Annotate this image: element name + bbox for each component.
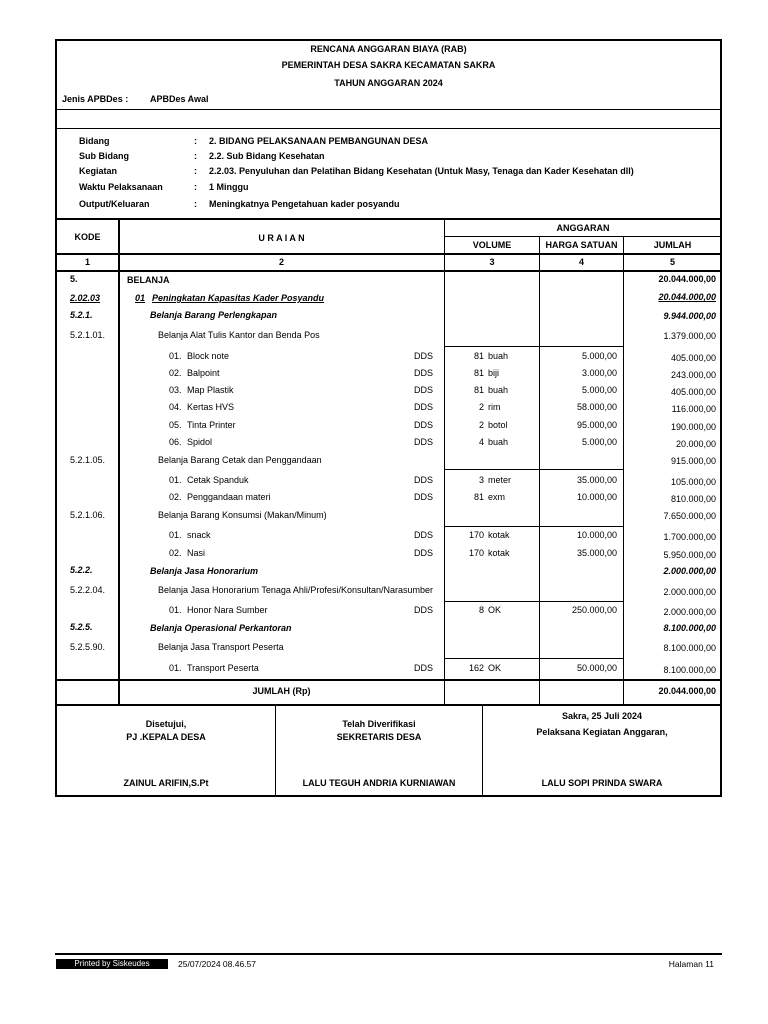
row-uraian: Belanja Barang Perlengkapan (150, 310, 278, 320)
item-no: 01. (169, 475, 182, 485)
page-number: Halaman 11 (668, 959, 714, 969)
header-num-4: 4 (578, 257, 584, 267)
row-jumlah: 7.650.000,00 (663, 511, 716, 521)
row-kode: 5.2.2.04. (70, 585, 106, 595)
item-satuan: buah (488, 437, 509, 447)
item-harga: 95.000,00 (576, 420, 617, 430)
row-uraian: Belanja Jasa Honorarium Tenaga Ahli/Profesi/Konsultan/Narasumber (158, 585, 433, 595)
item-source: DDS (414, 351, 434, 361)
header-num-2: 2 (278, 257, 284, 267)
row-uraian: Belanja Alat Tulis Kantor dan Benda Pos (158, 330, 320, 340)
row-kode: 5.2.5.90. (70, 642, 106, 652)
item-no: 03. (169, 385, 182, 395)
row-uraian: Belanja Jasa Honorarium (150, 566, 259, 576)
sig3-line2: Pelaksana Kegiatan Anggaran, (536, 727, 668, 737)
print-datetime: 25/07/2024 08.46.57 (178, 959, 256, 969)
item-volume: 4 (478, 437, 484, 447)
table-top-border (56, 218, 721, 220)
info-sep: : (194, 182, 197, 192)
info-sep: : (194, 166, 197, 176)
item-jumlah: 405.000,00 (670, 387, 716, 397)
item-volume: 162 (468, 663, 484, 673)
item-volume: 2 (478, 402, 484, 412)
item-source: DDS (414, 402, 434, 412)
item-source: DDS (414, 420, 434, 430)
row-jumlah: 20.044.000,00 (658, 292, 716, 302)
item-no: 04. (169, 402, 182, 412)
item-no: 05. (169, 420, 182, 430)
item-harga: 10.000,00 (576, 530, 617, 540)
jenis-apbdes-value: APBDes Awal (150, 94, 209, 104)
info-value-output: Meningkatnya Pengetahuan kader posyandu (209, 199, 400, 209)
sig3-place-date: Sakra, 25 Juli 2024 (561, 711, 643, 721)
info-label-subbidang: Sub Bidang (79, 151, 129, 161)
item-harga: 3.000,00 (581, 368, 617, 378)
item-source: DDS (414, 475, 434, 485)
item-volume: 81 (473, 368, 484, 378)
item-volume: 81 (473, 385, 484, 395)
header-num-3: 3 (489, 257, 495, 267)
item-satuan: kotak (488, 530, 510, 540)
jenis-apbdes-label: Jenis APBDes : (62, 94, 129, 104)
row-uraian: Belanja Barang Konsumsi (Makan/Minum) (158, 510, 327, 520)
item-no: 02. (169, 368, 182, 378)
item-uraian: snack (187, 530, 211, 540)
item-uraian: Kertas HVS (187, 402, 235, 412)
sig2-line1: Telah Diverifikasi (342, 719, 416, 729)
divider (56, 704, 721, 706)
info-value-subbidang: 2.2. Sub Bidang Kesehatan (209, 151, 325, 161)
item-satuan: buah (488, 385, 509, 395)
col-divider (118, 219, 120, 705)
item-satuan: kotak (488, 548, 510, 558)
item-source: DDS (414, 437, 434, 447)
col-divider (623, 237, 624, 705)
row-kode: 5. (70, 274, 78, 284)
divider (444, 601, 624, 602)
item-satuan: OK (488, 663, 502, 673)
header-num-5: 5 (669, 257, 675, 267)
divider (56, 128, 721, 129)
item-jumlah: 405.000,00 (670, 353, 716, 363)
info-sep: : (194, 136, 197, 146)
footer-rule (55, 953, 722, 955)
item-satuan: buah (488, 351, 509, 361)
row-kode: 5.2.1.01. (70, 330, 106, 340)
item-jumlah: 20.000,00 (675, 439, 716, 449)
divider (56, 679, 721, 681)
row-jumlah: 2.000.000,00 (663, 566, 716, 576)
sig1-name: ZAINUL ARIFIN,S.Pt (123, 778, 209, 788)
total-value: 20.044.000,00 (658, 686, 716, 696)
col-divider (539, 237, 540, 705)
info-label-waktu: Waktu Pelaksanaan (79, 182, 163, 192)
sig2-name: LALU TEGUH ANDRIA KURNIAWAN (302, 778, 456, 788)
row-kode: 5.2.2. (70, 565, 93, 575)
sig1-line2: PJ .KEPALA DESA (126, 732, 206, 742)
item-harga: 35.000,00 (576, 548, 617, 558)
item-uraian: Nasi (187, 548, 206, 558)
row-uraian: Peningkatan Kapasitas Kader Posyandu (152, 293, 325, 303)
row-kode: 2.02.03 (70, 293, 101, 303)
item-no: 01. (169, 605, 182, 615)
info-label-bidang: Bidang (79, 136, 110, 146)
row-kode: 5.2.1. (70, 310, 93, 320)
doc-title: RENCANA ANGGARAN BIAYA (RAB) (310, 44, 467, 54)
doc-year: TAHUN ANGGARAN 2024 (334, 78, 443, 88)
item-harga: 250.000,00 (571, 605, 617, 615)
item-harga: 50.000,00 (576, 663, 617, 673)
item-harga: 5.000,00 (581, 385, 617, 395)
divider (444, 526, 624, 527)
row-jumlah: 9.944.000,00 (663, 311, 716, 321)
item-uraian: Honor Nara Sumber (187, 605, 268, 615)
divider (444, 658, 624, 659)
item-satuan: rim (488, 402, 501, 412)
item-volume: 81 (473, 351, 484, 361)
info-value-kegiatan: 2.2.03. Penyuluhan dan Pelatihan Bidang Kesehatan (Untuk Masy, Tenaga dan Kader Kesehatan dll) (209, 166, 634, 176)
item-no: 02. (169, 548, 182, 558)
item-satuan: exm (488, 492, 506, 502)
row-jumlah: 915.000,00 (670, 456, 716, 466)
item-uraian: Block note (187, 351, 230, 361)
item-uraian: Tinta Printer (187, 420, 236, 430)
item-source: DDS (414, 385, 434, 395)
row-kode: 5.2.1.06. (70, 510, 106, 520)
item-uraian: Map Plastik (187, 385, 234, 395)
header-jumlah: JUMLAH (653, 240, 692, 250)
header-num-1: 1 (84, 257, 90, 267)
divider (444, 469, 624, 470)
item-harga: 35.000,00 (576, 475, 617, 485)
item-volume: 81 (473, 492, 484, 502)
item-jumlah: 810.000,00 (670, 494, 716, 504)
item-satuan: meter (488, 475, 512, 485)
item-harga: 58.000,00 (576, 402, 617, 412)
item-harga: 5.000,00 (581, 437, 617, 447)
item-volume: 170 (468, 530, 484, 540)
item-jumlah: 116.000,00 (671, 404, 716, 414)
item-jumlah: 105.000,00 (670, 477, 716, 487)
item-no: 06. (169, 437, 182, 447)
rab-document (55, 39, 722, 797)
row-no: 01 (135, 293, 146, 303)
item-no: 01. (169, 663, 182, 673)
item-uraian: Transport Peserta (187, 663, 259, 673)
item-volume: 3 (478, 475, 484, 485)
sig2-line2: SEKRETARIS DESA (336, 732, 422, 742)
item-source: DDS (414, 492, 434, 502)
item-no: 01. (169, 351, 182, 361)
info-sep: : (194, 199, 197, 209)
info-value-waktu: 1 Minggu (209, 182, 249, 192)
item-volume: 2 (478, 420, 484, 430)
item-jumlah: 190.000,00 (670, 422, 716, 432)
row-uraian: BELANJA (127, 275, 170, 285)
item-source: DDS (414, 605, 434, 615)
item-uraian: Cetak Spanduk (187, 475, 249, 485)
divider (56, 109, 721, 110)
item-source: DDS (414, 368, 434, 378)
info-label-kegiatan: Kegiatan (79, 166, 118, 176)
item-volume: 8 (478, 605, 484, 615)
item-no: 01. (169, 530, 182, 540)
info-label-output: Output/Keluaran (79, 199, 150, 209)
item-no: 02. (169, 492, 182, 502)
item-harga: 5.000,00 (581, 351, 617, 361)
divider (444, 236, 721, 237)
divider (56, 270, 721, 272)
header-volume: VOLUME (472, 240, 512, 250)
sig3-name: LALU SOPI PRINDA SWARA (541, 778, 663, 788)
row-uraian: Belanja Jasa Transport Peserta (158, 642, 284, 652)
row-jumlah: 1.379.000,00 (663, 331, 716, 341)
doc-subtitle: PEMERINTAH DESA SAKRA KECAMATAN SAKRA (281, 60, 496, 70)
header-anggaran: ANGGARAN (556, 223, 610, 233)
item-harga: 10.000,00 (576, 492, 617, 502)
row-kode: 5.2.5. (70, 622, 93, 632)
row-jumlah: 8.100.000,00 (663, 623, 716, 633)
row-kode: 5.2.1.05. (70, 455, 106, 465)
item-satuan: OK (488, 605, 502, 615)
item-satuan: botol (488, 420, 508, 430)
total-label: JUMLAH (Rp) (252, 686, 311, 696)
divider (444, 346, 624, 347)
header-kode: KODE (74, 232, 101, 242)
row-jumlah: 20.044.000,00 (658, 274, 716, 284)
row-uraian: Belanja Barang Cetak dan Penggandaan (158, 455, 322, 465)
item-source: DDS (414, 663, 434, 673)
item-satuan: biji (488, 368, 500, 378)
item-uraian: Spidol (187, 437, 213, 447)
col-divider (444, 219, 445, 705)
header-harga-satuan: HARGA SATUAN (545, 240, 618, 250)
item-volume: 170 (468, 548, 484, 558)
row-jumlah: 2.000.000,00 (663, 587, 716, 597)
divider (56, 253, 721, 255)
info-value-bidang: 2. BIDANG PELAKSANAAN PEMBANGUNAN DESA (209, 136, 429, 146)
header-uraian: U R A I A N (258, 233, 305, 243)
item-uraian: Penggandaan materi (187, 492, 271, 502)
info-sep: : (194, 151, 197, 161)
item-jumlah: 5.950.000,00 (663, 550, 716, 560)
sig1-line1: Disetujui, (145, 719, 187, 729)
item-source: DDS (414, 530, 434, 540)
item-jumlah: 1.700.000,00 (663, 532, 716, 542)
item-uraian: Balpoint (187, 368, 220, 378)
item-jumlah: 8.100.000,00 (663, 665, 716, 675)
row-jumlah: 8.100.000,00 (663, 643, 716, 653)
item-jumlah: 2.000.000,00 (663, 607, 716, 617)
item-source: DDS (414, 548, 434, 558)
row-uraian: Belanja Operasional Perkantoran (150, 623, 292, 633)
item-jumlah: 243.000,00 (670, 370, 716, 380)
printed-by-badge: Printed by Siskeudes (56, 959, 168, 969)
